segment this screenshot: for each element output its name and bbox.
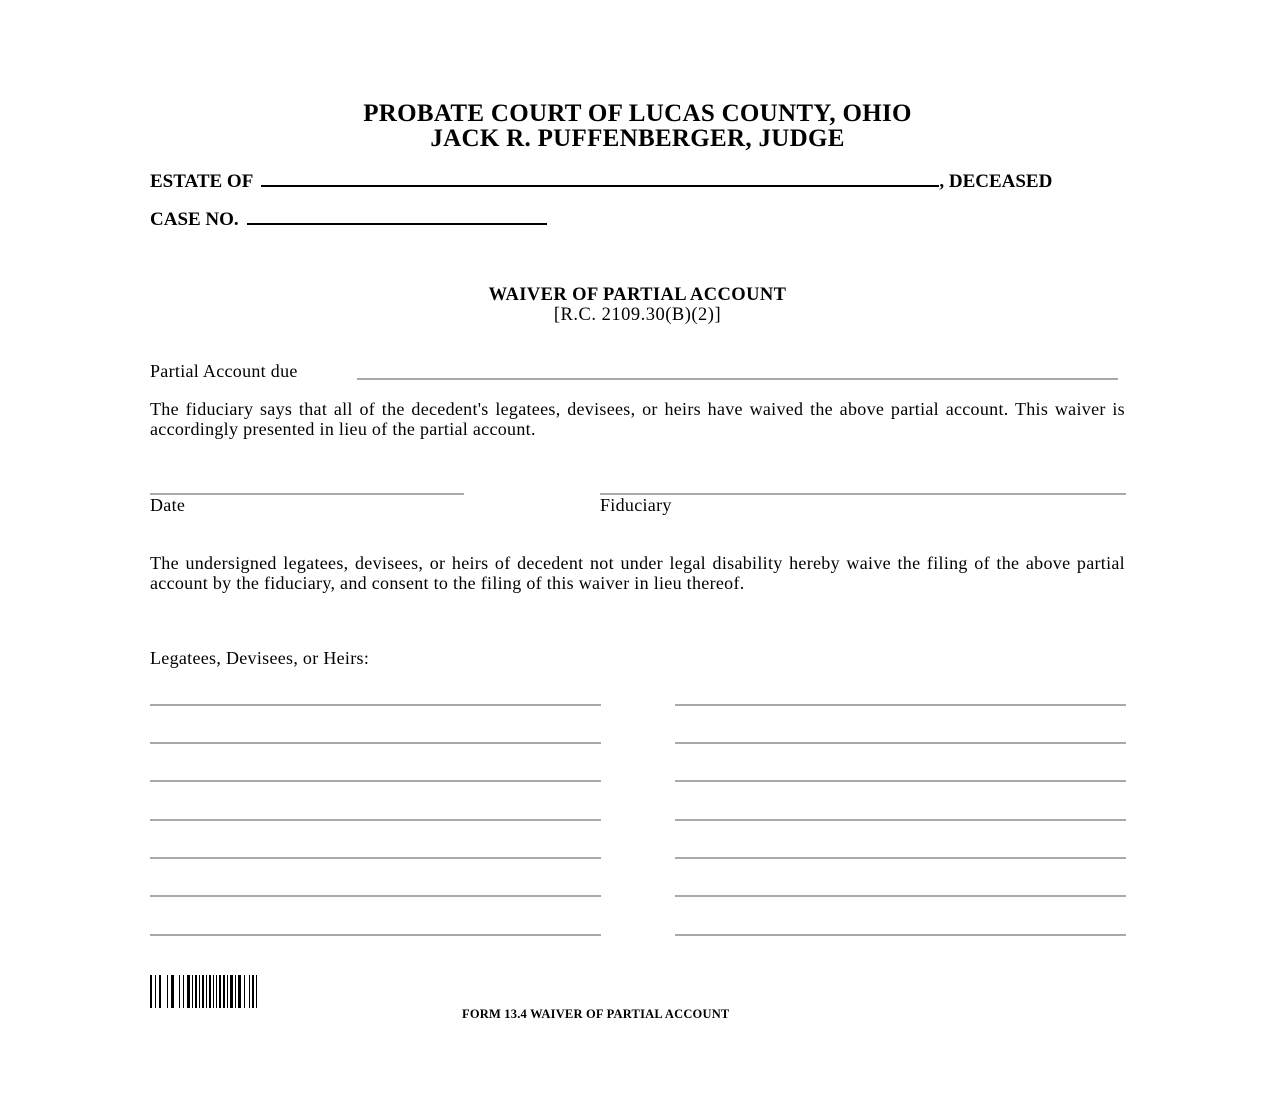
signer-line-right-2[interactable]	[675, 742, 1126, 744]
signer-line-right-4[interactable]	[675, 819, 1126, 821]
case-label: CASE NO.	[150, 209, 239, 230]
barcode-icon	[150, 975, 257, 1008]
signer-line-right-5[interactable]	[675, 857, 1126, 859]
estate-name-field[interactable]	[261, 169, 939, 187]
estate-label: ESTATE OF	[150, 171, 253, 192]
signer-line-left-5[interactable]	[150, 857, 601, 859]
statute-reference: [R.C. 2109.30(B)(2)]	[553, 305, 722, 325]
signer-line-left-2[interactable]	[150, 742, 601, 744]
partial-account-label: Partial Account due	[150, 361, 298, 381]
deceased-label: , DECEASED	[939, 171, 1053, 192]
case-number-field[interactable]	[247, 207, 547, 225]
estate-row	[150, 169, 1052, 193]
fiduciary-signature-field[interactable]	[600, 493, 1126, 495]
form-footer-name: FORM 13.4 WAIVER OF PARTIAL ACCOUNT	[462, 1007, 730, 1021]
case-row	[150, 207, 547, 231]
signer-line-left-3[interactable]	[150, 780, 601, 782]
court-title: PROBATE COURT OF LUCAS COUNTY, OHIO	[363, 100, 912, 127]
signer-line-right-3[interactable]	[675, 780, 1126, 782]
signers-label: Legatees, Devisees, or Heirs:	[150, 648, 370, 668]
signer-line-right-6[interactable]	[675, 895, 1126, 897]
signer-line-left-4[interactable]	[150, 819, 601, 821]
signer-line-right-1[interactable]	[675, 704, 1126, 706]
consent-statement: The undersigned legatees, devisees, or heirs of decedent not under legal disability hereby waive the filing of the above partial account by the fiduciary, and consent to the filing of this waiver in lieu thereof.	[150, 553, 1125, 593]
signer-line-left-1[interactable]	[150, 704, 601, 706]
signer-line-left-7[interactable]	[150, 934, 601, 936]
signer-line-left-6[interactable]	[150, 895, 601, 897]
form-title: WAIVER OF PARTIAL ACCOUNT	[488, 285, 787, 305]
fiduciary-label: Fiduciary	[600, 495, 672, 515]
judge-title: JACK R. PUFFENBERGER, JUDGE	[430, 125, 845, 152]
date-label: Date	[150, 495, 186, 515]
partial-account-field[interactable]	[357, 378, 1118, 380]
fiduciary-statement: The fiduciary says that all of the decedent's legatees, devisees, or heirs have waived the above partial account. This waiver is accordingly presented in lieu of the partial account.	[150, 399, 1125, 439]
date-field[interactable]	[150, 493, 464, 495]
signer-line-right-7[interactable]	[675, 934, 1126, 936]
